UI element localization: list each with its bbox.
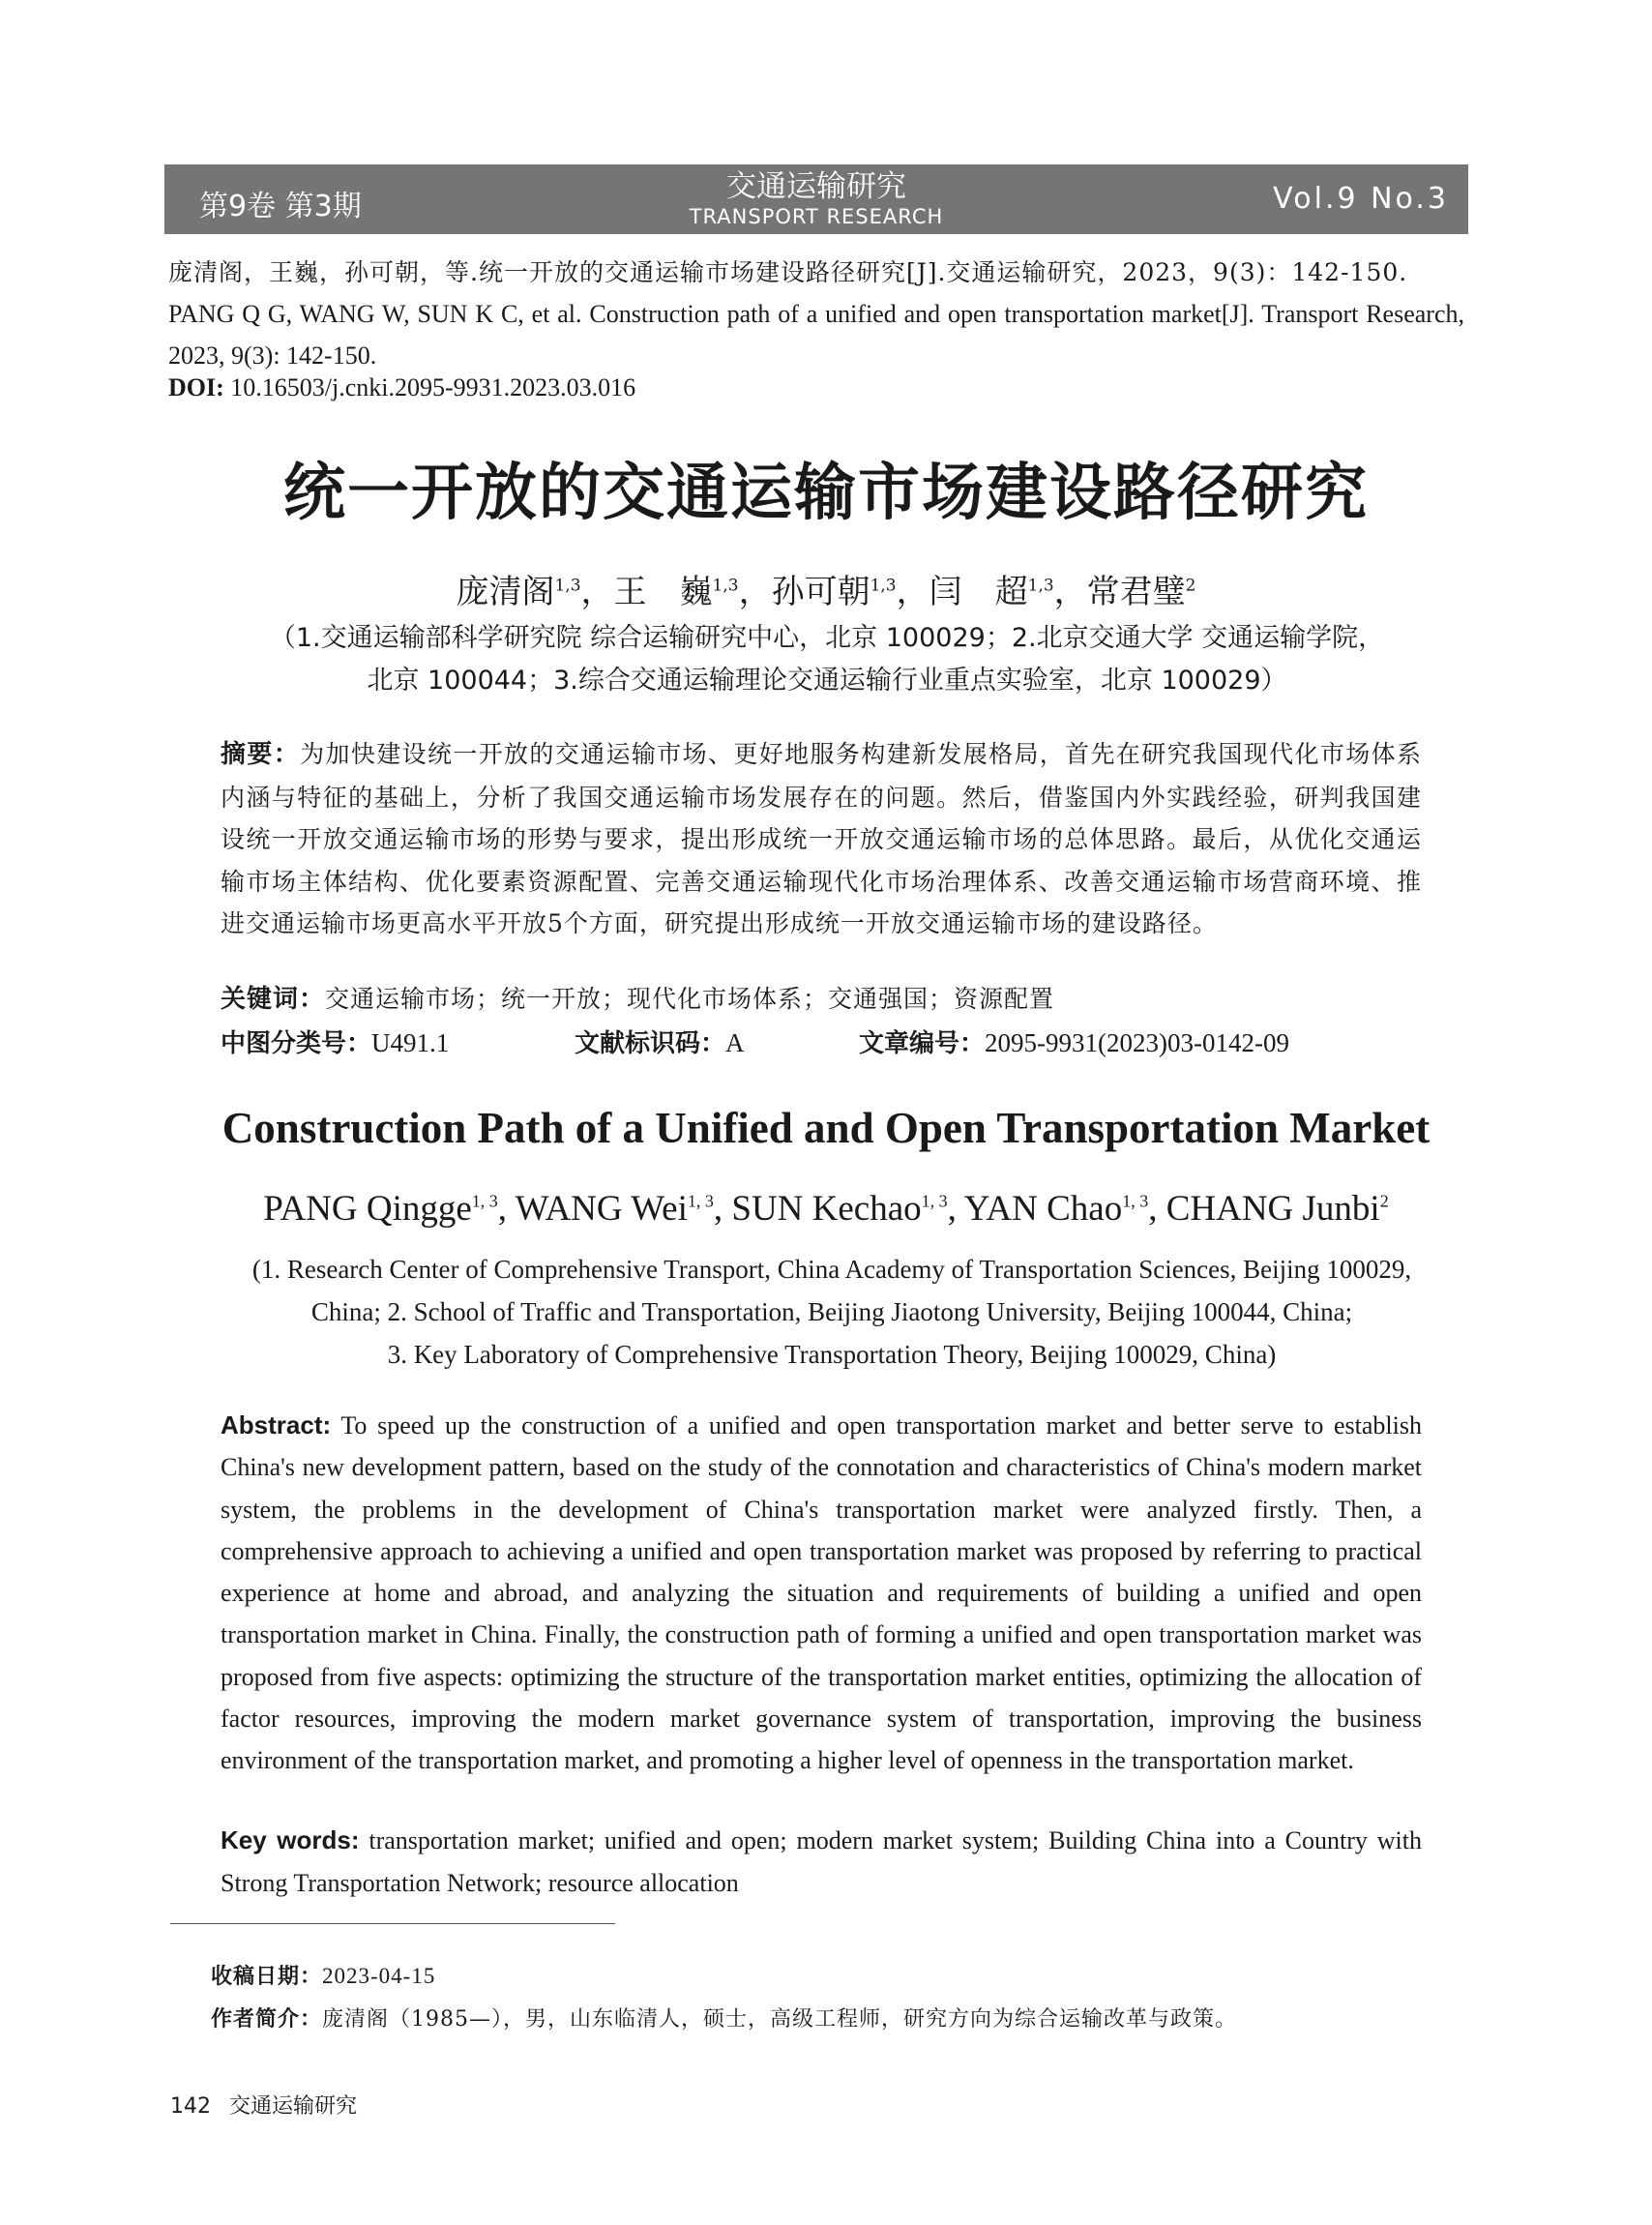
en-author	[1166, 1189, 1389, 1229]
affiliation-cn-line: 北京 100044；3.综合交通运输理论交通运输行业重点实验室，北京 100029）	[367, 666, 1287, 696]
cn-author-name: 庞清阁	[456, 573, 555, 611]
article-number-value: 2095-9931(2023)03-0142-09	[985, 1028, 1289, 1057]
footnote-divider	[170, 1923, 615, 1924]
affiliations-en	[155, 1248, 1509, 1376]
volume-label-en: Vol.9 No.3	[1273, 182, 1449, 216]
en-author-affiliation-mark: 1, 3	[921, 1191, 948, 1211]
document-code-label: 文献标识码：	[575, 1029, 726, 1058]
cn-author-affiliation-mark: 1,3	[870, 576, 897, 596]
abstract-cn-text: 为加快建设统一开放的交通运输市场、更好地服务构建新发展格局，首先在研究我国现代化市场体系内涵与特征的基础上，分析了我国交通运输市场发展存在的问题。然后，借鉴国内外实践经验，研判我国建设统一开放交通运输市场的形势与要求，提出形成统一开放交通运输市场的总体思路。最后，从优化交通运输市场主体结构、优化要素资源配置、完善交通运输现代化市场治理体系、改善交通运输市场营商环境、推进交通运输市场更高水平开放5个方面，研究提出形成统一开放交通运输市场的建设路径。	[221, 740, 1422, 938]
cn-author	[614, 573, 772, 611]
en-author-name: YAN Chao	[963, 1189, 1123, 1229]
cn-author	[1087, 573, 1196, 611]
received-date-label: 收稿日期：	[211, 1965, 323, 1989]
received-date-value: 2023-04-15	[322, 1964, 436, 1988]
journal-name-en: TRANSPORT RESEARCH	[689, 205, 944, 228]
clc-value: U491.1	[371, 1028, 450, 1057]
page-number: 142	[170, 2094, 211, 2119]
en-author-name: SUN Kechao	[731, 1189, 922, 1229]
en-author-name: PANG Qingge	[263, 1189, 472, 1229]
cn-author-affiliation-mark: 1,3	[1027, 576, 1054, 596]
cn-author-name: 王 巍	[613, 573, 713, 611]
en-author	[263, 1189, 515, 1229]
doi-label: DOI:	[168, 373, 224, 401]
cn-author-separator: ，	[738, 573, 772, 611]
keywords-cn	[221, 979, 1054, 1015]
clc-label: 中图分类号：	[221, 1029, 372, 1058]
en-author-name: WANG Wei	[515, 1189, 688, 1229]
cn-author-separator: ，	[896, 573, 929, 611]
author-bio-text: 庞清阁（1985—），男，山东临清人，硕士，高级工程师，研究方向为综合运输改革与政策。	[322, 2007, 1238, 2032]
en-author	[731, 1189, 963, 1229]
affiliations-cn	[193, 617, 1460, 702]
journal-name-cn: 交通运输研究	[726, 169, 906, 204]
en-author-separator: ,	[497, 1189, 516, 1229]
article-title-cn: 统一开放的交通运输市场建设路径研究	[283, 458, 1369, 529]
author-list-en	[0, 1188, 1652, 1230]
keywords-en	[221, 1819, 1422, 1905]
cn-author-name: 闫 超	[929, 573, 1028, 611]
en-author-separator: ,	[947, 1189, 964, 1229]
author-bio-label: 作者简介：	[211, 2007, 323, 2032]
footer-journal-name: 交通运输研究	[229, 2094, 358, 2119]
keywords-en-label: Key words:	[221, 1825, 360, 1854]
abstract-en-text: To speed up the construction of a unified and open transportation market and better serve to establish China's new development pattern, based on the study of the connotation and characteristics of China's modern market system, the problems in the development of China's transportation market were analyzed firstly. Then, a comprehensive approach to achieving a unified and open transportation market was proposed by referring to practical experience at home and abroad, and analyzing the situation and requirements of building a unified and open transportation market in China. Finally, the construction path of forming a unified and open transportation market was proposed from five aspects: optimizing the structure of the transportation market entities, optimizing the allocation of factor resources, improving the modern market governance system of transportation, improving the business environment of the transportation market, and promoting a higher level of openness in the transportation market.	[221, 1411, 1422, 1775]
en-author-separator: ,	[713, 1189, 732, 1229]
abstract-cn	[221, 733, 1422, 945]
cn-author-affiliation-mark: 1,3	[712, 576, 739, 596]
cn-author	[456, 573, 613, 611]
en-author-name: CHANG Junbi	[1165, 1189, 1380, 1229]
citation-en: PANG Q G, WANG W, SUN K C, et al. Construction path of a unified and open transportation market[J]. Transport Research, 2023, 9(3): 142-150.	[168, 300, 1464, 370]
en-author-affiliation-mark: 1, 3	[1122, 1191, 1149, 1211]
article-number	[859, 1024, 1289, 1059]
abstract-cn-label: 摘要：	[221, 740, 301, 769]
doi-line	[168, 373, 635, 402]
keywords-en-text: transportation market; unified and open; modern market system; Building China into a Country with Strong Transportation Network; resource allocation	[221, 1826, 1422, 1897]
cn-author	[772, 573, 929, 611]
en-author-affiliation-mark: 1, 3	[687, 1191, 714, 1211]
cn-author-name: 孙可朝	[771, 573, 870, 611]
clc-number	[221, 1024, 449, 1059]
page-footer	[170, 2090, 357, 2120]
cn-author-affiliation-mark: 1,3	[554, 576, 581, 596]
affiliation-en-line: (1. Research Center of Comprehensive Transport, China Academy of Transportation Sciences, Beijing 100029,	[251, 1255, 1412, 1284]
document-code	[575, 1024, 745, 1059]
cn-author-separator: ，	[1053, 573, 1087, 611]
cn-author	[929, 573, 1087, 611]
received-date	[211, 1960, 435, 1990]
keywords-cn-text: 交通运输市场；统一开放；现代化市场体系；交通强国；资源配置	[325, 985, 1055, 1013]
article-title-en: Construction Path of a Unified and Open Transportation Market	[221, 1104, 1431, 1152]
cn-author-affiliation-mark: 2	[1185, 576, 1196, 596]
cn-author-separator: ，	[580, 573, 614, 611]
affiliation-en-line: 3. Key Laboratory of Comprehensive Transportation Theory, Beijing 100029, China)	[387, 1340, 1277, 1369]
author-bio	[211, 2002, 1237, 2032]
journal-header-bar	[164, 164, 1468, 234]
affiliation-en-line: China; 2. School of Traffic and Transportation, Beijing Jiaotong University, Beijing 100044, China;	[310, 1297, 1353, 1326]
en-author-separator: ,	[1148, 1189, 1166, 1229]
issue-label-cn: 第9卷 第3期	[199, 190, 362, 223]
document-code-value: A	[725, 1028, 745, 1057]
keywords-cn-label: 关键词：	[221, 985, 326, 1014]
doi-link[interactable]: 10.16503/j.cnki.2095-9931.2023.03.016	[230, 373, 636, 401]
en-author	[964, 1189, 1166, 1229]
cn-author-name: 常君璧	[1086, 573, 1186, 611]
en-author-affiliation-mark: 2	[1379, 1191, 1389, 1211]
abstract-en	[221, 1405, 1422, 1782]
en-author-affiliation-mark: 1, 3	[471, 1191, 498, 1211]
article-number-label: 文章编号：	[859, 1029, 986, 1058]
citation-cn: 庞清阁，王巍，孙可朝，等.统一开放的交通运输市场建设路径研究[J].交通运输研究，2023，9(3)：142-150.	[168, 258, 1408, 286]
affiliation-cn-line: （1.交通运输部科学研究院 综合运输研究中心，北京 100029；2.北京交通大学 交通运输学院，	[269, 623, 1385, 653]
abstract-en-label: Abstract:	[221, 1410, 332, 1439]
author-list-cn	[0, 565, 1652, 612]
en-author	[516, 1189, 732, 1229]
